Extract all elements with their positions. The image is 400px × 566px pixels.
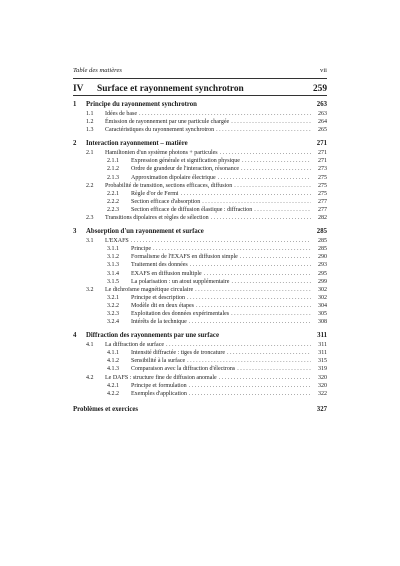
entry-number: 4.1.1 [107,350,119,357]
dot-leader [218,175,311,181]
entry-number: 2.2.2 [107,198,119,205]
entry-number: 3.1.3 [107,262,119,269]
chapter-number: 2 [73,140,77,148]
dot-leader [153,246,311,252]
entry-title: Principe et description [131,294,185,301]
dot-leader [131,238,311,244]
chapter-heading [73,140,327,150]
subsection-entry [73,166,327,174]
entry-page: 285 [318,238,327,245]
section-entry [73,238,327,246]
dot-leader [196,303,311,309]
entry-page: 311 [318,350,327,357]
entry-title: Exemples d'application [131,390,187,397]
entry-number: 1.2 [86,119,94,126]
entry-page: 319 [318,366,327,373]
entry-number: 4.1 [86,342,94,349]
entry-title: Sensibilité à la surface [131,358,186,365]
entry-number: 3.1 [86,238,94,245]
dot-leader [189,319,311,325]
entry-number: 4.2 [86,374,94,381]
entry-title: Section efficace d'absorption [131,198,201,205]
entry-title: Probabilité de transition, sections efficaces, diffusion [105,182,233,189]
entry-number: 2.1.3 [107,174,119,181]
dot-leader [166,342,311,348]
entry-number: 2.1 [86,150,94,157]
problems-page: 327 [316,405,327,413]
entry-page: 290 [318,254,327,261]
chapter-page: 311 [317,332,327,340]
entry-page: 265 [318,127,327,134]
entry-number: 3.2.1 [107,294,119,301]
subsection-entry [73,191,327,199]
running-header-page: vii [320,67,327,74]
entry-title: Intérêts de la technique [131,319,187,326]
entry-number: 1.1 [86,111,94,117]
chapter-title: Principe du rayonnement synchrotron [86,101,197,108]
entry-page: 304 [318,302,327,309]
entry-page: 322 [318,390,327,397]
dot-leader [181,191,311,197]
entry-title: Formalisme de l'EXAFS en diffusion simple [131,254,238,261]
subsection-entry [73,295,327,303]
subsection-entry [73,383,327,391]
chapter-page: 271 [316,140,327,148]
chapter-page: 263 [316,101,327,108]
entry-title: La polarisation : un atout supplémentaire [131,278,230,285]
chapter-title: Diffraction des rayonnements par une surface [86,332,219,340]
entry-page: 299 [318,278,327,285]
chapter-page: 285 [316,228,327,236]
dot-leader [139,111,311,117]
entry-number: 4.1.3 [107,366,119,373]
subsection-entry [73,158,327,166]
entry-title: L'EXAFS [105,238,129,245]
entry-number: 2.2.1 [107,190,119,197]
section-entry [73,215,327,223]
dot-leader [254,207,311,213]
section-entry [73,287,327,295]
entry-page: 285 [318,246,327,253]
subsection-entry [73,207,327,215]
dot-leader [211,215,311,221]
entry-number: 3.2.4 [107,319,119,326]
chapter-title: Interaction rayonnement – matière [86,140,188,148]
entry-number: 3.2.2 [107,302,119,309]
subsection-entry [73,279,327,287]
entry-number: 2.1.2 [107,166,119,173]
entry-page: 275 [318,190,327,197]
dot-leader [219,375,311,381]
dot-leader [190,262,311,268]
entry-number: 4.2.1 [107,382,119,389]
entry-title: Traitement des données [131,262,188,269]
chapter-heading [73,101,327,111]
entry-page: 282 [318,215,327,222]
entry-title: Principe et formulation [131,382,187,389]
entry-page: 273 [318,166,327,173]
subsection-entry [73,199,327,207]
entry-title: Modèle dit en deux étapes [131,302,194,309]
entry-title: Le DAFS : structure fine de diffusion anomale [105,374,217,381]
chapter-number: 4 [73,332,77,340]
part-title [73,84,327,94]
entry-title: Exploitation des données expérimentales [131,310,230,317]
entry-number: 4.1.2 [107,358,119,365]
entry-number: 3.2.3 [107,310,119,317]
dot-leader [187,295,311,301]
entry-page: 302 [318,286,327,293]
entry-title: Ordre de grandeur de l'interaction, résonance [131,166,240,173]
entry-page: 311 [318,342,327,349]
dot-leader [216,127,311,133]
dot-leader [204,271,311,277]
subsection-entry [73,311,327,319]
part-title-text: Surface et rayonnement synchrotron [97,84,244,94]
entry-page: 264 [318,119,327,126]
entry-title: Caractéristiques du rayonnement synchrotron [105,127,215,134]
entry-title: Section efficace de diffusion élastique : diffraction [131,206,253,213]
subsection-entry [73,350,327,358]
subsection-entry [73,303,327,311]
dot-leader [202,199,311,205]
entry-page: 308 [318,319,327,326]
subsection-entry [73,175,327,183]
dot-leader [234,183,311,189]
chapter-number: 3 [73,228,77,236]
entry-page: 295 [318,270,327,277]
subsection-entry [73,366,327,374]
dot-leader [187,358,311,364]
entry-title: Approximation dipolaire électrique [131,174,216,181]
part-rule [73,95,327,96]
entry-title: Règle d'or de Fermi [131,190,179,197]
part-number: IV [73,84,84,94]
entry-page: 277 [318,206,327,213]
subsection-entry [73,254,327,262]
entry-title: Le dichroïsme magnétique circulaire [105,286,194,293]
entry-page: 302 [318,294,327,301]
dot-leader [220,150,311,156]
entry-page: 275 [318,182,327,189]
dot-leader [189,391,311,397]
subsection-entry [73,319,327,327]
running-header-title: Table des matières [73,67,122,74]
entry-title: Hamiltonien d'un système photons + particules [105,150,218,157]
entry-number: 4.2.2 [107,390,119,397]
entry-page: 263 [318,111,327,117]
entry-page: 277 [318,198,327,205]
dot-leader [240,254,311,260]
dot-leader [231,119,311,125]
section-entry [73,375,327,383]
dot-leader [242,158,311,164]
entry-page: 320 [318,374,327,381]
entry-title: La diffraction de surface [105,342,165,349]
entry-number: 1.3 [86,127,94,134]
section-entry [73,127,327,135]
entry-number: 2.3 [86,215,94,222]
entry-number: 3.2 [86,286,94,293]
entry-number: 2.2 [86,182,94,189]
section-entry [73,119,327,127]
chapter-heading [73,228,327,238]
dot-leader [231,311,311,317]
entry-page: 271 [318,158,327,165]
entry-number: 3.1.4 [107,270,119,277]
chapter-heading [73,332,327,342]
problems-title: Problèmes et exercices [73,405,139,413]
entry-title: Idées de base [105,111,137,117]
entry-page: 320 [318,382,327,389]
section-entry [73,111,327,119]
subsection-entry [73,271,327,279]
entry-title: Intensité diffractée : tiges de troncature [131,350,226,357]
dot-leader [189,383,311,389]
dot-leader [195,287,311,293]
subsection-entry [73,391,327,399]
dot-leader [241,166,311,172]
section-entry [73,183,327,191]
entry-page: 305 [318,310,327,317]
dot-leader [231,279,311,285]
entry-number: 3.1.2 [107,254,119,261]
header-rule [73,78,327,79]
entry-number: 3.1.1 [107,246,119,253]
entry-title: EXAFS en diffusion multiple [131,270,202,277]
entry-title: Expression générale et signification physique [131,158,240,165]
entry-number: 3.1.5 [107,278,119,285]
entry-number: 2.2.3 [107,206,119,213]
chapter-title: Absorption d'un rayonnement et surface [86,228,204,236]
running-header [73,67,327,74]
entry-title: Comparaison avec la diffraction d'électrons [131,366,236,373]
subsection-entry [73,262,327,270]
chapter-number: 1 [73,101,77,108]
dot-leader [227,350,311,356]
table-of-contents [73,101,327,413]
dot-leader [237,366,311,372]
entry-page: 293 [318,262,327,269]
entry-page: 275 [318,174,327,181]
entry-page: 315 [318,358,327,365]
problems-heading [73,406,327,413]
entry-title: Transitions dipolaires et règles de sélection [105,215,209,222]
entry-page: 271 [318,150,327,157]
entry-number: 2.1.1 [107,158,119,165]
part-page: 259 [312,84,327,94]
entry-title: Émission de rayonnement par une particule chargée [105,119,230,126]
entry-title: Principe [131,246,151,253]
